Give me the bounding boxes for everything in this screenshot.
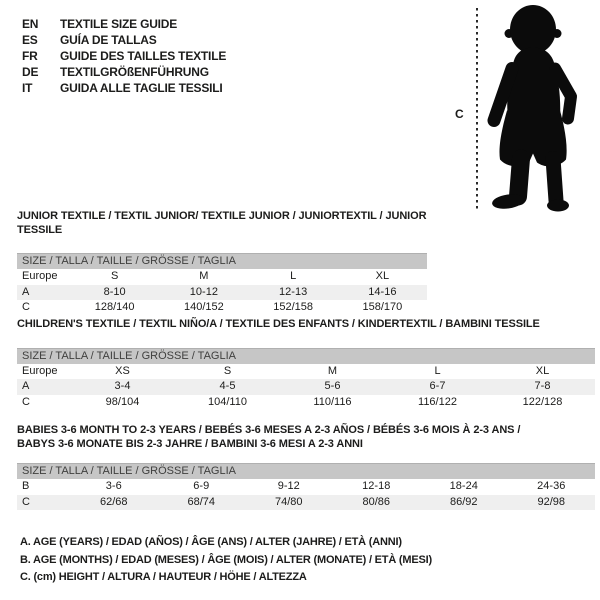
row-label: A (22, 285, 30, 298)
table-row (17, 285, 427, 301)
size-cell: 80/86 (362, 495, 391, 508)
size-cell: 3-4 (114, 380, 131, 392)
size-cell: 6-7 (429, 380, 446, 392)
size-header-bar: SIZE / TALLA / TAILLE / GRÖSSE / TAGLIA (17, 463, 595, 479)
size-cell: 14-16 (368, 285, 397, 298)
size-cell: 116/122 (418, 395, 457, 408)
baby-silhouette-figure (487, 4, 599, 213)
table-row (17, 269, 427, 285)
size-cell: S (110, 270, 119, 282)
size-cell: 24-36 (537, 480, 566, 492)
size-cell: 92/98 (537, 495, 566, 508)
size-cell: 110/116 (313, 395, 352, 408)
size-header-bar: SIZE / TALLA / TAILLE / GRÖSSE / TAGLIA (17, 253, 427, 269)
language-code: ES (22, 33, 38, 47)
table-row (17, 379, 595, 395)
size-cell: 4-5 (219, 380, 236, 392)
row-label: Europe (22, 270, 58, 282)
size-cell: L (434, 364, 441, 377)
table-row (17, 479, 595, 495)
table-title-line: CHILDREN'S TEXTILE / TEXTIL NIÑO/A / TEXTILE DES ENFANTS / KINDERTEXTIL / BAMBINI TESSILE (17, 318, 540, 330)
size-cell: M (327, 364, 338, 377)
height-dotted-line (476, 8, 478, 209)
footnote-line: C. (cm) HEIGHT / ALTURA / HAUTEUR / HÖHE / ALTEZZA (20, 571, 307, 583)
language-label: TEXTILE SIZE GUIDE (60, 17, 178, 31)
size-cell: XL (375, 270, 390, 282)
size-cell: 12-13 (279, 285, 308, 298)
children-table-title (17, 318, 595, 332)
language-row (22, 48, 226, 64)
size-cell: L (290, 270, 297, 282)
row-label: Europe (22, 364, 58, 377)
size-cell: 152/158 (273, 301, 313, 313)
junior-table-rows (17, 269, 427, 316)
size-cell: 128/140 (94, 301, 135, 313)
babies-table-rows (17, 479, 595, 510)
table-row (17, 395, 595, 411)
language-code: FR (22, 49, 38, 63)
table-row (17, 495, 595, 511)
language-code: EN (22, 17, 39, 31)
size-cell: 74/80 (274, 495, 303, 508)
language-label: GUIDA ALLE TAGLIE TESSILI (60, 81, 223, 95)
size-cell: 86/92 (449, 495, 478, 508)
table-row (17, 300, 427, 316)
row-label: C (22, 301, 30, 313)
table-title-line: BABIES 3-6 MONTH TO 2-3 YEARS / BEBÉS 3-6 MESES A 2-3 AÑOS / BÉBÉS 3-6 MOIS À 2-3 ANS / (17, 424, 521, 436)
language-code: IT (22, 81, 33, 95)
language-legend (22, 16, 226, 96)
size-cell: 3-6 (105, 480, 122, 492)
language-row (22, 16, 226, 32)
row-label: C (22, 495, 30, 508)
size-cell: 9-12 (277, 480, 300, 492)
size-cell: 98/104 (105, 395, 140, 408)
size-cell: S (223, 364, 232, 377)
table-title-line: JUNIOR TEXTILE / TEXTIL JUNIOR/ TEXTILE JUNIOR / JUNIORTEXTIL / JUNIOR TESSILE (17, 210, 427, 236)
size-cell: 10-12 (189, 285, 218, 298)
row-label: B (22, 480, 30, 492)
size-cell: 5-6 (324, 380, 341, 392)
language-row (22, 64, 226, 80)
row-label: A (22, 380, 30, 392)
size-cell: XL (535, 364, 550, 377)
size-cell: 8-10 (103, 285, 126, 298)
language-row (22, 32, 226, 48)
size-cell: XS (115, 364, 130, 377)
size-cell: 140/152 (183, 301, 224, 313)
language-code: DE (22, 65, 39, 79)
height-marker-label: C (455, 107, 464, 121)
children-table-rows (17, 364, 595, 411)
children-textile-section (17, 318, 595, 410)
size-cell: 62/68 (99, 495, 128, 508)
language-label: TEXTILGRÖßENFÜHRUNG (60, 65, 209, 79)
junior-textile-section (17, 210, 427, 316)
table-title-line: BABYS 3-6 MONATE BIS 2-3 JAHRE / BAMBINI 3-6 MESI A 2-3 ANNI (17, 437, 363, 450)
size-cell: 7-8 (534, 380, 551, 392)
size-header-bar: SIZE / TALLA / TAILLE / GRÖSSE / TAGLIA (17, 348, 595, 364)
baby-silhouette-icon (487, 4, 599, 213)
babies-table-title (17, 424, 595, 451)
size-cell: 12-18 (362, 480, 391, 492)
language-label: GUÍA DE TALLAS (60, 33, 157, 47)
footnote-line: B. AGE (MONTHS) / EDAD (MESES) / ÂGE (MOIS) / ALTER (MONATE) / ETÀ (MESI) (20, 553, 432, 566)
language-row (22, 80, 226, 96)
table-row (17, 364, 595, 380)
size-cell: 122/128 (522, 395, 563, 408)
size-cell: 18-24 (449, 480, 478, 492)
size-cell: 104/110 (208, 395, 247, 408)
size-cell: M (199, 270, 209, 282)
size-cell: 68/74 (187, 495, 216, 508)
footnote-line: A. AGE (YEARS) / EDAD (AÑOS) / ÂGE (ANS) / ALTER (JAHRE) / ETÀ (ANNI) (20, 536, 402, 548)
language-label: GUIDE DES TAILLES TEXTILE (60, 49, 227, 63)
babies-textile-section (17, 424, 595, 510)
size-cell: 6-9 (193, 480, 210, 492)
row-label: C (22, 395, 30, 408)
footnotes (20, 534, 432, 587)
size-cell: 158/170 (362, 301, 403, 313)
junior-table-title (17, 210, 427, 237)
